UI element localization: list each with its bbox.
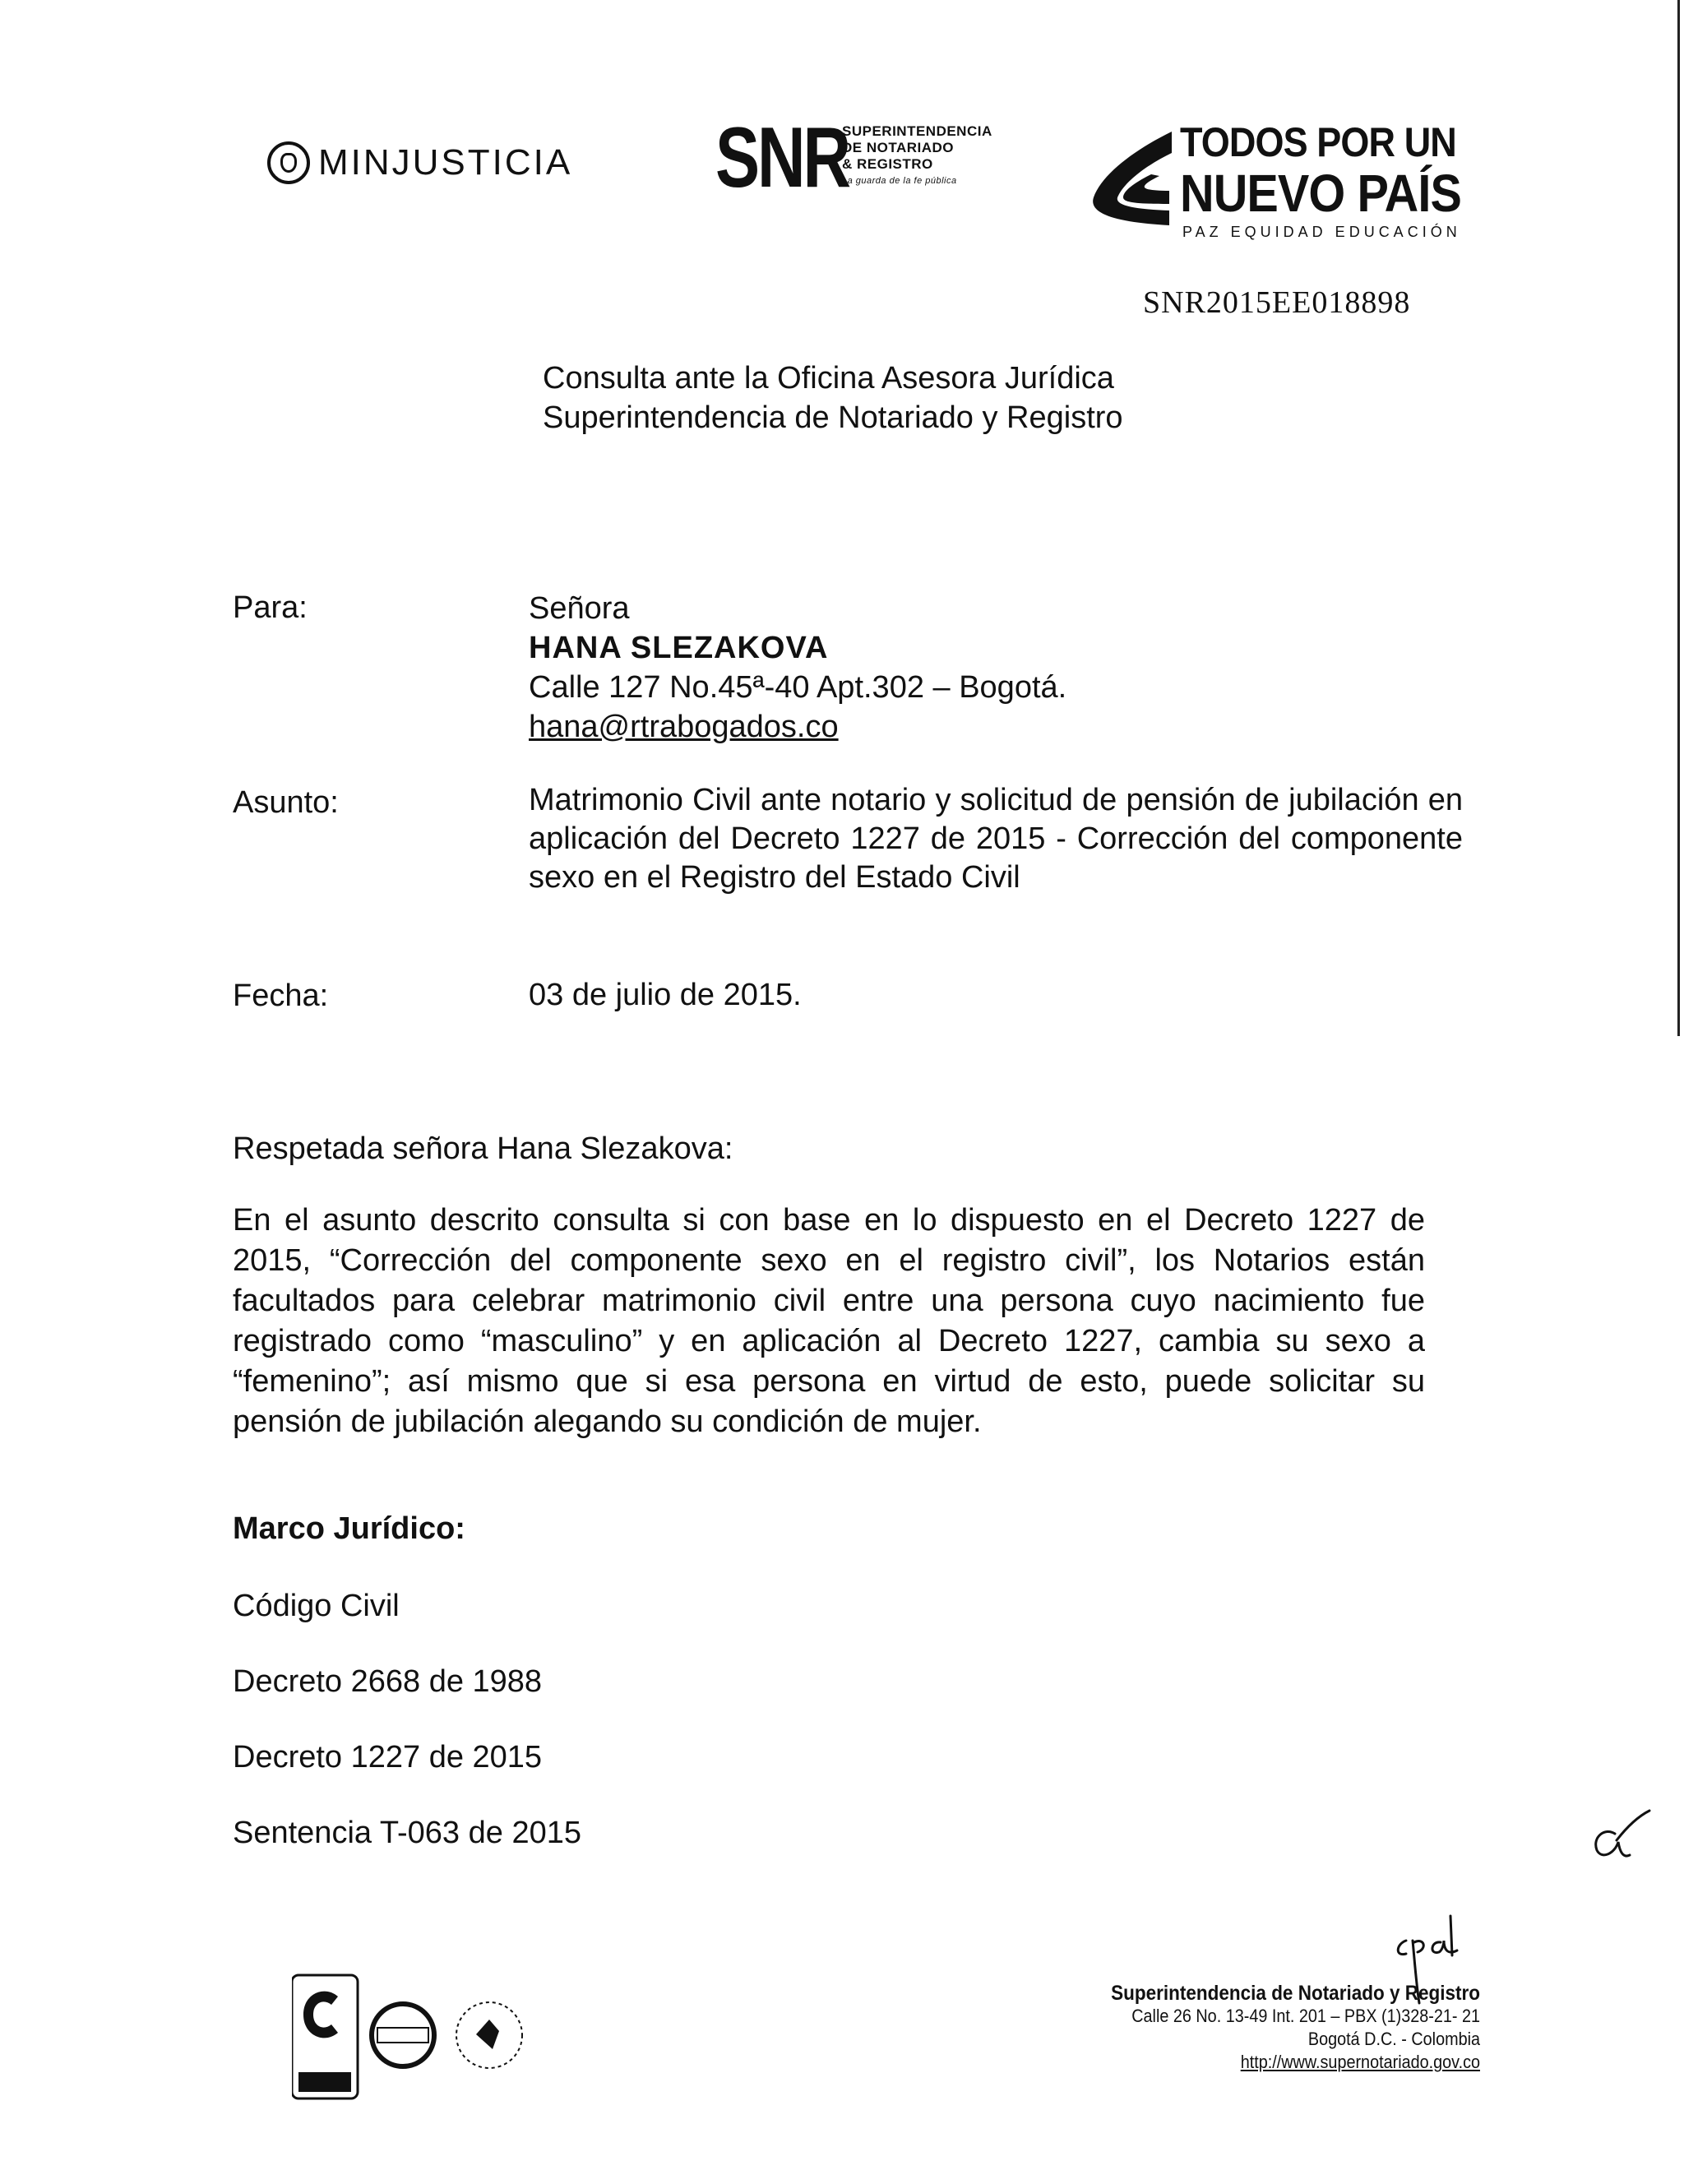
- snr-line1: SUPERINTENDENCIA: [842, 123, 992, 139]
- snr-tagline: La guarda de la fe pública: [842, 176, 957, 186]
- icontec-logo-icon: [292, 1975, 358, 2098]
- subject-label: Asunto:: [233, 785, 339, 820]
- iqnet-logo-icon: [372, 2004, 434, 2066]
- snr-logo: [715, 110, 992, 206]
- letter-salutation: Respetada señora Hana Slezakova:: [233, 1131, 733, 1166]
- recipient-block: [529, 589, 1066, 747]
- subject-text: Matrimonio Civil ante notario y solicitud de pensión de jubilación en aplicación del Decreto 1227 de 2015 - Corrección del componente sexo en el Registro del Estado Civil: [529, 783, 1463, 895]
- para-label: Para:: [233, 590, 308, 625]
- legal-framework-item: Sentencia T-063 de 2015: [233, 1816, 581, 1850]
- legal-framework-heading: Marco Jurídico:: [233, 1511, 465, 1546]
- snr-logo-text: [842, 123, 992, 189]
- snr-acronym: SNR: [715, 110, 849, 206]
- scan-edge-line: [1677, 0, 1680, 1036]
- recipient-address: Calle 127 No.45ª-40 Apt.302 – Bogotá.: [529, 670, 1067, 705]
- minjusticia-logo: [267, 141, 572, 184]
- footer-contact: [1036, 1982, 1480, 2074]
- snr-line3: & REGISTRO: [842, 156, 933, 172]
- recipient-name: HANA SLEZAKOVA: [529, 631, 829, 665]
- recipient-email-link[interactable]: hana@rtrabogados.co: [529, 710, 839, 744]
- title-line2: Superintendencia de Notariado y Registro: [543, 400, 1123, 435]
- legal-framework-item: Decreto 1227 de 2015: [233, 1740, 543, 1774]
- title-line1: Consulta ante la Oficina Asesora Jurídica: [543, 361, 1114, 396]
- legal-framework-item: Decreto 2668 de 1988: [233, 1664, 543, 1699]
- footer-city: Bogotá D.C. - Colombia: [1307, 2029, 1480, 2049]
- date-label: Fecha:: [233, 979, 329, 1013]
- document-code: SNR2015EE018898: [1143, 285, 1411, 320]
- todos-line3: PAZ EQUIDAD EDUCACIÓN: [1182, 224, 1461, 240]
- swoosh-icon: [1077, 125, 1176, 240]
- colombia-seal-icon: [267, 141, 310, 184]
- todos-por-un-nuevo-pais-logo: [1077, 109, 1461, 248]
- legal-framework-item: Código Civil: [233, 1589, 400, 1623]
- footer-url-link[interactable]: http://www.supernotariado.gov.co: [1240, 2052, 1480, 2072]
- minjusticia-logo-text: MINJUSTICIA: [318, 142, 573, 183]
- snr-line2: DE NOTARIADO: [842, 140, 955, 155]
- todos-line1: TODOS POR UN: [1180, 119, 1456, 165]
- todos-line2: NUEVO PAÍS: [1180, 164, 1461, 223]
- handwritten-margin-mark-icon: [1587, 1809, 1653, 1867]
- date-value: 03 de julio de 2015.: [529, 978, 802, 1012]
- quality-seal-icon: [456, 2002, 522, 2068]
- certification-logos: [292, 1973, 539, 2113]
- letter-body: En el asunto descrito consulta si con base en lo dispuesto en el Decreto 1227 de 2015, “Corrección del componente sexo en el registro civil”, los Notarios están facultados para celebrar matrimonio civil entre una persona cuyo nacimiento fue registrado como “masculino” y en aplicación al Decreto 1227, cambia su sexo a “femenino”; así mismo que si esa persona en virtud de esto, puede solicitar su pensión de jubilación alegando su condición de mujer.: [233, 1203, 1425, 1439]
- recipient-salutation: Señora: [529, 591, 630, 626]
- footer-org: Superintendencia de Notariado y Registro: [1111, 1982, 1480, 2005]
- footer-address: Calle 26 No. 13-49 Int. 201 – PBX (1)328-21- 21: [1131, 2006, 1480, 2026]
